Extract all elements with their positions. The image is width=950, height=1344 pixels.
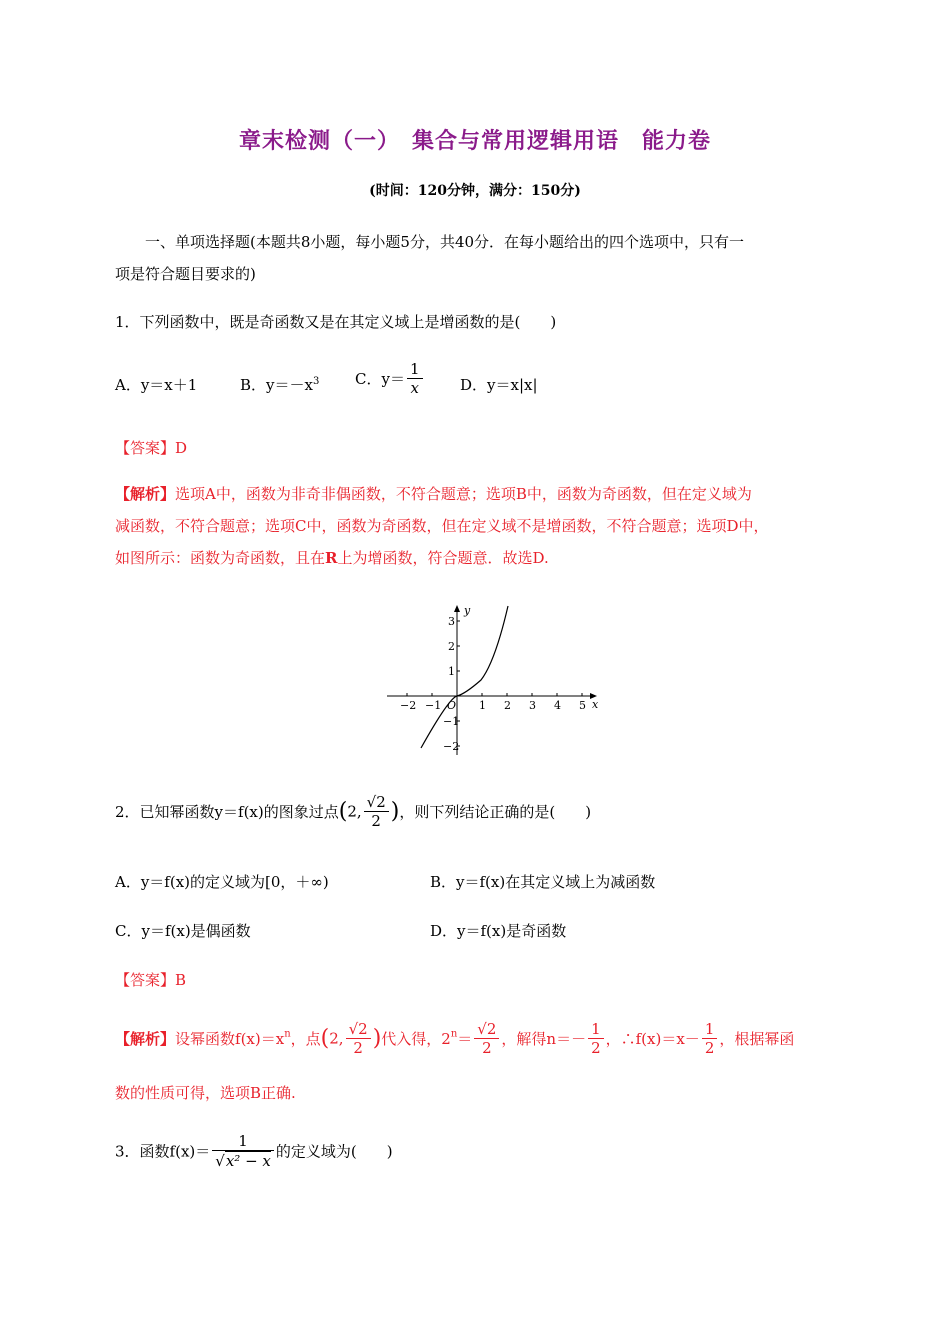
q2-analysis-half-denominator: 2	[591, 1039, 601, 1057]
y-axis-label: y	[464, 604, 471, 617]
origin-label: O	[447, 699, 457, 712]
q2-answer-value: B	[175, 971, 187, 989]
q2-stem-prefix: 2．已知幂函数y＝f(x)的图象过点	[115, 803, 339, 821]
x-tick-label: −1	[425, 699, 442, 712]
q2-analysis-point-x: 2,	[329, 1029, 344, 1048]
section-heading-line2: 项是符合题目要求的)	[115, 265, 256, 283]
q3-fraction	[212, 1132, 274, 1170]
q2-point-denominator: 2	[371, 812, 381, 830]
y-tick-label: −1	[443, 715, 460, 728]
x-axis-label: x	[592, 698, 599, 711]
q1-answer-tag: 【答案】	[115, 439, 176, 457]
q2-analysis-half-denominator-2: 2	[704, 1039, 715, 1057]
q1-answer-value: D	[175, 439, 188, 457]
q2-analysis-half-fraction-2	[702, 1020, 718, 1057]
q2-analysis-part-c: 代入得，2	[381, 1030, 451, 1048]
q2-analysis-point-numerator: √2	[346, 1020, 371, 1039]
x-tick-label: 1	[479, 699, 486, 712]
x-tick-label: 4	[554, 699, 561, 712]
q1-analysis-line1: 选项A中，函数为非奇非偶函数，不符合题意；选项B中，函数为奇函数，但在定义域为	[175, 485, 752, 503]
q1-analysis-line3-real: R	[325, 549, 338, 567]
q3-denominator	[212, 1151, 274, 1170]
q2-point-close-paren: )	[390, 799, 400, 824]
q1-option-d: D．y＝x|x|	[460, 376, 538, 394]
x-tick-label: 5	[579, 699, 586, 712]
q3-radicand: x² − x	[225, 1152, 271, 1170]
q1-analysis-line3c: 上为增函数，符合题意．故选D.	[337, 549, 549, 567]
q2-stem-suffix: ，则下列结论正确的是( )	[399, 803, 592, 821]
q2-analysis-half-numerator: 1	[588, 1020, 604, 1039]
q2-analysis-exponent-a: n	[284, 1028, 291, 1040]
q2-analysis-part-e: ，解得n＝－	[501, 1030, 587, 1048]
q3-stem-prefix: 3．函数f(x)＝	[115, 1142, 211, 1161]
q2-analysis-exponent-c: n	[450, 1028, 458, 1040]
q1-analysis-line2: 减函数，不符合题意；选项C中，函数为奇函数，但在定义域不是增函数，不符合题意；选项D中，	[115, 517, 769, 535]
q2-option-a: A．y＝f(x)的定义域为[0，＋∞)	[115, 873, 329, 891]
curve-y-x-abs-x	[421, 606, 508, 748]
y-tick-label: 1	[448, 665, 455, 678]
q2-analysis-half-numerator-2: 1	[702, 1020, 718, 1039]
q1-option-c-numerator: 1	[407, 360, 423, 379]
question-3-stem	[115, 1132, 393, 1170]
sqrt-symbol-icon: √	[215, 1152, 225, 1170]
q1-option-c-denominator: x	[410, 379, 419, 397]
q1-analysis	[115, 478, 840, 574]
y-tick-label: 2	[448, 640, 455, 653]
q2-option-b: B．y＝f(x)在其定义域上为减函数	[430, 873, 656, 891]
q1-analysis-tag: 【解析】	[115, 485, 176, 503]
page-title: 章末检测（一） 集合与常用逻辑用语 能力卷	[238, 129, 711, 154]
q2-analysis	[115, 1020, 794, 1057]
q2-analysis-sqrt-numerator: √2	[474, 1020, 499, 1039]
q2-analysis-part-g: ，根据幂函	[719, 1030, 795, 1048]
q1-option-b-text: B．y＝－x	[240, 376, 313, 394]
q2-analysis-half-fraction-1	[588, 1020, 604, 1057]
q2-answer-tag: 【答案】	[115, 971, 176, 989]
y-tick-label: 3	[448, 615, 455, 628]
q2-analysis-open-paren: (	[320, 1026, 330, 1051]
section-heading-line1: 一、单项选择题(本题共8小题，每小题5分，共40分．在每小题给出的四个选项中，只有一	[145, 233, 745, 251]
q2-point-x: 2,	[347, 802, 362, 821]
q2-analysis-part-d: ＝	[457, 1030, 473, 1048]
q2-analysis-point-fraction	[346, 1020, 371, 1057]
exam-time-score: (时间：120分钟，满分：150分)	[369, 183, 581, 199]
q1-option-a: A．y＝x＋1	[115, 376, 198, 394]
q2-point-numerator: √2	[364, 793, 389, 812]
q2-analysis-close-paren: )	[372, 1026, 382, 1051]
q2-analysis-part-a: 设幂函数f(x)＝x	[175, 1030, 285, 1048]
q2-answer	[115, 969, 186, 990]
function-graph	[385, 600, 605, 760]
q2-option-d: D．y＝f(x)是奇函数	[430, 922, 567, 940]
q2-analysis-part-f: ，∴f(x)＝x－	[605, 1030, 700, 1048]
q2-analysis-sqrt-fraction	[474, 1020, 499, 1057]
question-2-stem	[115, 793, 591, 830]
q3-stem-suffix: 的定义域为( )	[275, 1142, 393, 1161]
q2-option-c: C．y＝f(x)是偶函数	[115, 922, 251, 940]
q1-option-b-exponent: 3	[312, 376, 320, 387]
q2-analysis-sqrt-denominator: 2	[482, 1039, 492, 1057]
q1-answer	[115, 437, 187, 458]
q2-point-y-fraction	[364, 793, 389, 830]
question-1-stem: 1．下列函数中，既是奇函数又是在其定义域上是增函数的是( )	[115, 313, 557, 331]
section-heading	[115, 226, 840, 290]
x-tick-label: −2	[400, 699, 417, 712]
q2-point-open-paren: (	[338, 799, 348, 824]
x-tick-label: 2	[504, 699, 511, 712]
q2-analysis-part-b: ，点	[290, 1030, 321, 1048]
y-tick-label: −2	[443, 740, 460, 753]
q1-option-c	[355, 360, 425, 397]
q2-analysis-point-denominator: 2	[353, 1039, 363, 1057]
q2-analysis-tag: 【解析】	[115, 1030, 176, 1048]
q1-option-c-text: C．y＝	[355, 370, 405, 388]
q1-option-b	[240, 374, 319, 395]
x-tick-label: 3	[529, 699, 536, 712]
q1-option-c-fraction	[407, 360, 423, 397]
q2-analysis-line2: 数的性质可得，选项B正确.	[115, 1084, 296, 1102]
q3-numerator: 1	[212, 1132, 274, 1151]
q1-analysis-line3a: 如图所示：函数为奇函数，且在	[115, 549, 326, 567]
y-axis-arrow	[454, 605, 460, 612]
